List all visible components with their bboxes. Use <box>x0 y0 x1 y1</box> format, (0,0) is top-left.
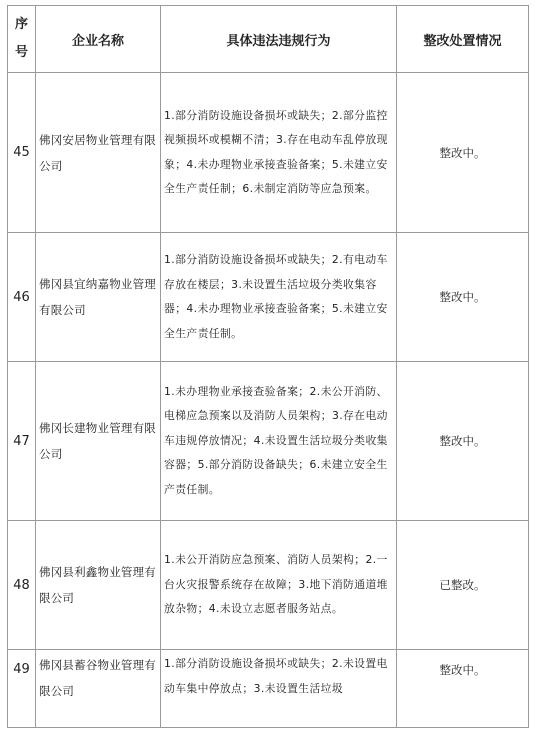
header-violation: 具体违法违规行为 <box>161 6 397 73</box>
header-seq <box>8 6 36 73</box>
company-name: 佛冈县宜纳嘉物业管理有限公司 <box>36 233 161 362</box>
row-number: 47 <box>8 362 36 521</box>
status-text: 整改中。 <box>397 650 529 728</box>
table-row <box>8 521 529 650</box>
company-name: 佛冈县蓄谷物业管理有限公司 <box>36 650 161 728</box>
status-text: 整改中。 <box>397 233 529 362</box>
violation-table <box>7 5 529 728</box>
table-row <box>8 233 529 362</box>
row-number: 49 <box>8 650 36 728</box>
row-number: 45 <box>8 73 36 233</box>
company-name: 佛冈安居物业管理有限公司 <box>36 73 161 233</box>
company-name: 佛冈长建物业管理有限公司 <box>36 362 161 521</box>
table-row <box>8 650 529 728</box>
table-row <box>8 73 529 233</box>
violation-table-sheet <box>7 5 528 728</box>
violation-text: 1.部分消防设施设备损坏或缺失；2.未设置电动车集中停放点；3.未设置生活垃圾 <box>161 650 397 728</box>
header-row <box>8 6 529 73</box>
violation-text: 1.未办理物业承接查验备案；2.未公开消防、电梯应急预案以及消防人员架构；3.存在电动车违规停放情况；4.未设置生活垃圾分类收集容器；5.部分消防设备缺失；6.未建立安全生产责任制。 <box>161 362 397 521</box>
row-number: 46 <box>8 233 36 362</box>
status-text: 已整改。 <box>397 521 529 650</box>
violation-text: 1.部分消防设施设备损坏或缺失；2.有电动车存放在楼层；3.未设置生活垃圾分类收集容器；4.未办理物业承接查验备案；5.未建立安全生产责任制。 <box>161 233 397 362</box>
header-status: 整改处置情况 <box>397 6 529 73</box>
header-company: 企业名称 <box>36 6 161 73</box>
status-text: 整改中。 <box>397 73 529 233</box>
row-number: 48 <box>8 521 36 650</box>
status-text: 整改中。 <box>397 362 529 521</box>
company-name: 佛冈县利鑫物业管理有限公司 <box>36 521 161 650</box>
header-seq-bottom: 号 <box>14 45 28 60</box>
header-seq-top: 序 <box>14 17 28 32</box>
violation-text: 1.部分消防设施设备损坏或缺失；2.部分监控视频损坏或模糊不清；3.存在电动车乱停放现象；4.未办理物业承接查验备案；5.未建立安全生产责任制；6.未制定消防等应急预案。 <box>161 73 397 233</box>
table-row <box>8 362 529 521</box>
violation-text: 1.未公开消防应急预案、消防人员架构；2.一台火灾报警系统存在故障；3.地下消防通道堆放杂物；4.未设立志愿者服务站点。 <box>161 521 397 650</box>
